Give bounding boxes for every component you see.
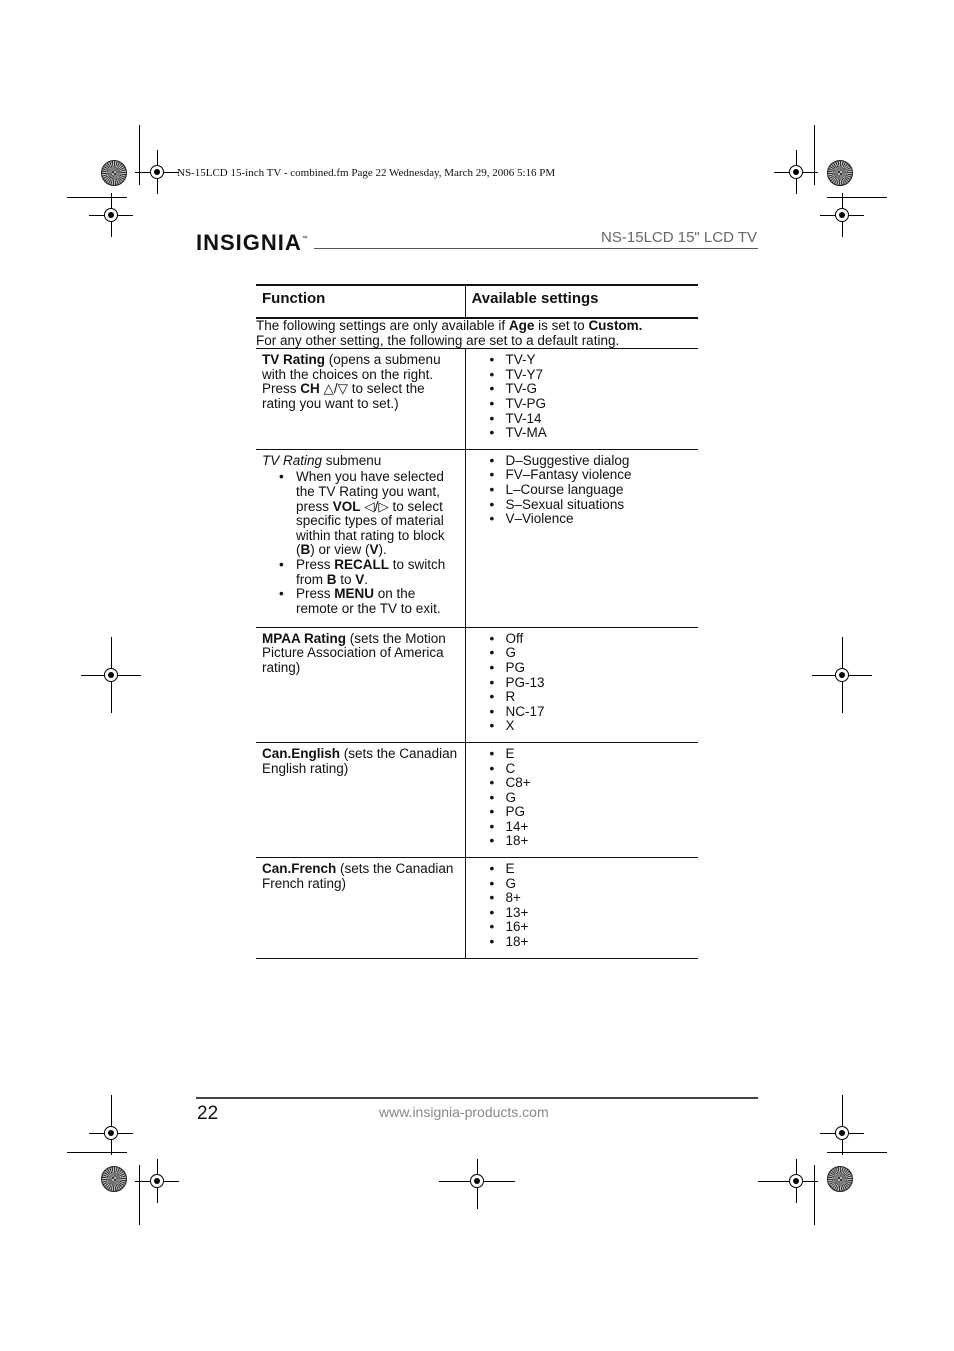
list-item: • TV-PG — [490, 397, 693, 412]
settings-cell-can-english — [465, 742, 698, 857]
list-item: • PG — [490, 805, 693, 820]
function-cell-mpaa-rating: MPAA Rating (sets the Motion Picture Association of America rating) — [256, 627, 465, 742]
list-item: • TV-MA — [490, 426, 693, 441]
settings-cell-can-french — [465, 858, 698, 959]
list-item: • C8+ — [490, 776, 693, 791]
crop-mark — [67, 1152, 127, 1153]
list-item: • X — [490, 719, 693, 734]
color-bar-icon — [101, 160, 127, 186]
list-item: • 18+ — [490, 935, 693, 950]
list-item: • TV-14 — [490, 412, 693, 427]
prepress-header: NS-15LCD 15-inch TV - combined.fm Page 22 Wednesday, March 29, 2006 5:16 PM — [177, 167, 556, 179]
list-item: • PG — [490, 661, 693, 676]
list-item: • FV–Fantasy violence — [490, 468, 693, 483]
list-item: • V–Violence — [490, 512, 693, 527]
list-item: • S–Sexual situations — [490, 498, 693, 513]
settings-table — [256, 284, 698, 959]
header-rule — [314, 248, 758, 249]
table-header-row — [256, 285, 698, 318]
table-row — [256, 449, 698, 627]
list-item: • L–Course language — [490, 483, 693, 498]
list-item: • Off — [490, 632, 693, 647]
crop-mark — [827, 1152, 887, 1153]
footer-rule — [196, 1097, 758, 1099]
list-item: • D–Suggestive dialog — [490, 454, 693, 469]
color-bar-icon — [827, 160, 853, 186]
list-item: • NC-17 — [490, 705, 693, 720]
crop-mark — [827, 197, 887, 198]
color-bar-icon — [101, 1166, 127, 1192]
table-row — [256, 858, 698, 959]
function-cell-tv-rating-submenu: TV Rating submenu • When you have selected the TV Rating you want, press VOL ◁/▷ to select specific types of material within that rating to block (B) or view (V). • Press RECALL to switch from B to V. • Press MENU on the remote or the TV to exit. — [256, 449, 465, 627]
custom-term: Custom. — [588, 318, 643, 333]
settings-cell-content-types — [465, 449, 698, 627]
list-item: • 18+ — [490, 834, 693, 849]
header-available-settings: Available settings — [465, 285, 698, 318]
function-cell-tv-rating: TV Rating (opens a submenu with the choices on the right. Press CH △/▽ to select the rating you want to set.) — [256, 349, 465, 450]
function-cell-can-french: Can.French (sets the Canadian French rating) — [256, 858, 465, 959]
settings-cell-tv-rating — [465, 349, 698, 450]
list-item: • 13+ — [490, 906, 693, 921]
crop-mark — [814, 125, 815, 185]
list-item: • PG-13 — [490, 676, 693, 691]
list-item: • TV-Y — [490, 353, 693, 368]
list-item: • TV-G — [490, 382, 693, 397]
list-item: • 16+ — [490, 920, 693, 935]
trademark-symbol: ™ — [301, 236, 308, 242]
table-row — [256, 627, 698, 742]
table-row — [256, 349, 698, 450]
header-function: Function — [256, 285, 465, 318]
list-item: • G — [490, 877, 693, 892]
list-item: • Press MENU on the remote or the TV to exit. — [296, 587, 459, 616]
crop-mark — [139, 1165, 140, 1225]
website-url: www.insignia-products.com — [379, 1104, 549, 1120]
table-note: The following settings are only available if Age is set to Custom. For any other setting, the following are set to a default rating. — [256, 318, 698, 349]
brand-name: INSIGNIA — [196, 230, 302, 255]
color-bar-icon — [827, 1166, 853, 1192]
function-cell-can-english: Can.English (sets the Canadian English rating) — [256, 742, 465, 857]
list-item: • When you have selected the TV Rating you want, press VOL ◁/▷ to select specific types of material within that rating to block (B) or view (V). — [296, 470, 459, 558]
list-item: • Press RECALL to switch from B to V. — [296, 558, 459, 587]
crop-mark — [139, 125, 140, 185]
list-item: • 8+ — [490, 891, 693, 906]
table-row — [256, 742, 698, 857]
list-item: • E — [490, 862, 693, 877]
list-item: • G — [490, 646, 693, 661]
list-item: • 14+ — [490, 820, 693, 835]
settings-cell-mpaa-rating — [465, 627, 698, 742]
list-item: • TV-Y7 — [490, 368, 693, 383]
model-title: NS-15LCD 15" LCD TV — [601, 229, 757, 246]
crop-mark — [814, 1165, 815, 1225]
brand-logo — [196, 230, 308, 256]
crop-mark — [67, 197, 127, 198]
page-number: 22 — [197, 1103, 219, 1124]
age-term: Age — [508, 318, 535, 333]
list-item: • E — [490, 747, 693, 762]
table-row — [256, 318, 698, 349]
list-item: • R — [490, 690, 693, 705]
list-item: • C — [490, 762, 693, 777]
list-item: • G — [490, 791, 693, 806]
